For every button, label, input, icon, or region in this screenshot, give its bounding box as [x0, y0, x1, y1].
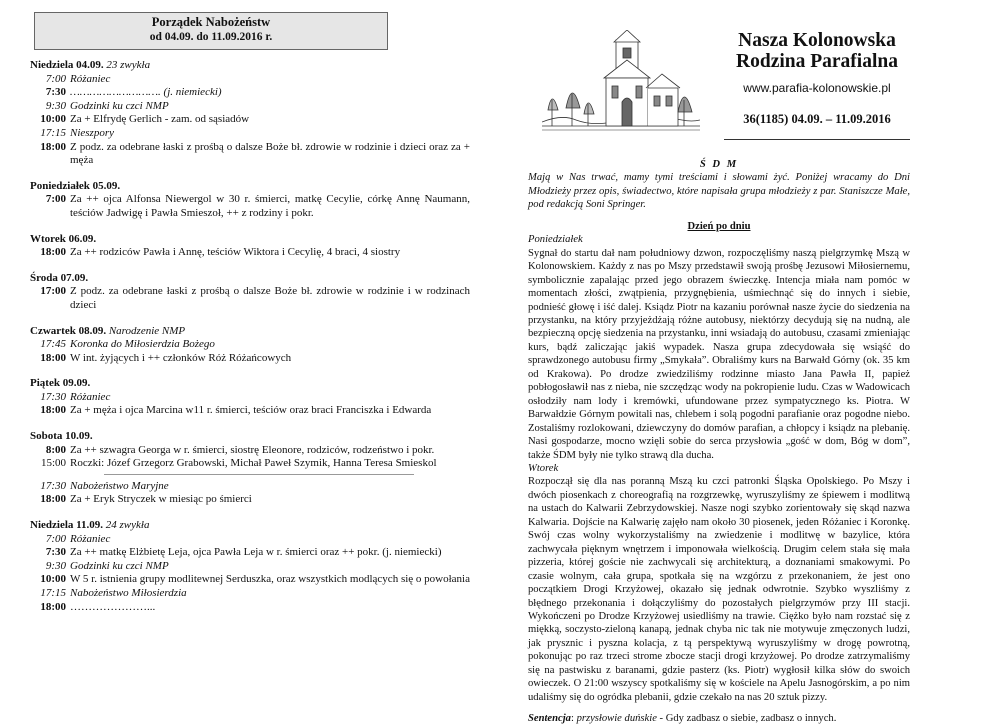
entry-intention: Roczki: Józef Grzegorz Grabowski, Michał Paweł Szymik, Hanna Teresa Smieskol: [70, 457, 437, 470]
schedule-day-heading: [30, 180, 470, 194]
church-illustration: [542, 30, 700, 134]
entry-time: 15:00: [40, 457, 66, 470]
entry-time: 18:00: [40, 600, 66, 613]
schedule-day-heading: [30, 519, 470, 533]
schedule-entry: [30, 141, 470, 168]
day-name: Wtorek 06.09.: [30, 232, 97, 245]
entry-time: 17:45: [40, 338, 66, 351]
parish-website-link[interactable]: www.parafia-kolonowskie.pl: [743, 81, 891, 95]
entry-time: 17:15: [40, 587, 66, 599]
entry-intention: Nabożeństwo Maryjne: [70, 479, 169, 492]
day-label-monday: Poniedziałek: [528, 234, 583, 246]
schedule-entry: [30, 246, 470, 260]
entry-intention: Godzinki ku czci NMP: [70, 559, 169, 572]
entry-intention: Różaniec: [70, 532, 111, 545]
schedule-list: [30, 59, 470, 614]
entry-time: 10:00: [40, 113, 66, 126]
schedule-day: [30, 272, 470, 313]
entry-time: 17:30: [40, 479, 66, 492]
schedule-entry: [30, 587, 470, 601]
day-label-tuesday: Wtorek: [528, 462, 559, 474]
schedule-entry: [30, 457, 470, 471]
schedule-entry: [30, 533, 470, 547]
entry-time: 7:30: [45, 86, 66, 99]
entry-time: 9:30: [45, 559, 66, 572]
schedule-day: [30, 180, 470, 221]
entry-time: 18:00: [40, 493, 66, 506]
sentence-source: przysłowie duńskie: [576, 713, 657, 725]
schedule-entry: [30, 73, 470, 87]
day-name: Sobota 10.09.: [30, 430, 93, 443]
entry-intention: Za + Elfrydę Gerlich - zam. od sąsiadów: [70, 113, 250, 126]
divider: [104, 474, 414, 475]
masthead-title-line2: Rodzina Parafialna: [736, 51, 898, 72]
article-paragraph-monday: Sygnał do startu dał nam południowy dzwon, rozpoczęliśmy naszą pielgrzymkę Mszą w Kolonowskiem. Każdy z nas po Mszy przedstawił swoją prośbę Jezusowi Miłosiernemu, symbolicznie zapalając przed jego obrazem świeczkę. Intencja miała nam pomóc w momentach złości, zwątpienia, przygnębienia, uśmiechnąć się do innych i siebie, podnieść głowę i iść dalej. Ksiądz Piotr na kazaniu porównał nasze życie do siedzenia na przystanku, na który przyjeżdżają różne autobusy, niektórzy decydują się na nudną, ale bezpieczną opcję siedzenia na przystanku, inni wsiadają do autobusu, czasami zmieniając kurs, bądź zaliczając jakiś wypadek. Nasza grupa zdecydowała się wsiąść do sprawdzonego autobusu firmy „Smykała”. Obraliśmy kurs na Barwałd Górny (ok. 35 km od Krakowa). Po drodze zwiedziliśmy rodzinne miasto Jana Pawła II, papież pobłogosławił nas z nieba, nie szczędząc wody na pokropienie ludu. Czas w Wadowicach osłodziły nam lody i kremówki, ufundowane przez sympatycznego ks. Piotra. W Barwałdzie Górnym powitali nas, chlebem i solą pogodni parafianie oraz pogodne niebo. Zostaliśmy rozlokowani, dziewczyny do domów parafian, a chłopcy i ksiądz na plebanię. Nasi gospodarze, mocno wzięli sobie do serca przysłowia „gość w dom, Bóg w dom”, także ŚDM były nie tylko strawą dla ducha.: [528, 247, 910, 461]
day-name: Środa 07.09.: [30, 271, 89, 284]
schedule-day-heading: [30, 272, 470, 286]
schedule-day-heading: [30, 233, 470, 247]
schedule-day-heading: [30, 59, 470, 73]
schedule-entry: [30, 493, 470, 507]
day-note: 24 zwykła: [105, 519, 150, 532]
schedule-entry: [30, 100, 470, 114]
article: [528, 158, 910, 726]
entry-time: 18:00: [40, 404, 66, 417]
entry-intention: Różaniec: [70, 390, 111, 403]
entry-intention: Nieszpory: [70, 126, 114, 139]
masthead-title-line1: Nasza Kolonowska: [738, 30, 896, 51]
schedule-day: [30, 59, 470, 168]
schedule-day-heading: [30, 325, 470, 339]
entry-time: 7:00: [45, 72, 66, 85]
entry-intention: Różaniec: [70, 72, 111, 85]
entry-intention: Za + Eryk Stryczek w miesiąc po śmierci: [70, 493, 252, 506]
schedule-day: [30, 233, 470, 260]
entry-time: 10:00: [40, 573, 66, 586]
schedule-header-box: [34, 12, 388, 50]
day-note: 23 zwykła: [106, 59, 151, 71]
entry-time: 17:00: [40, 285, 66, 298]
entry-intention: Z podz. za odebrane łaski z prośbą o dalsze Boże bł. zdrowie w rodzinie i dzieci oraz za + męża: [70, 140, 470, 167]
article-intro: Mają w Nas trwać, mamy tymi treściami i słowami żyć. Poniżej wracamy do Dni Młodzieży przez opis, świadectwo, które napisała grupa młodzieży z par. Staniszcze Małe, pod redakcją Soni Springer.: [528, 172, 910, 211]
article-heading: Ś D M: [699, 159, 739, 170]
entry-time: 18:00: [40, 140, 66, 153]
entry-time: 7:00: [45, 193, 66, 206]
schedule-day: [30, 325, 470, 366]
schedule-day-heading: [30, 430, 470, 444]
entry-intention: Za ++ ojca Alfonsa Niewergol w 30 r. śmierci, matkę Cecylie, córkę Annę Naumann, teściów Jadwigę i Pawła Smieszoł, ++ z rodziny i pokr.: [70, 193, 470, 219]
day-name: Niedziela 11.09.: [30, 519, 104, 532]
schedule-entry: [30, 193, 470, 220]
entry-intention: ………………………. (j. niemiecki): [70, 86, 222, 99]
entry-time: 18:00: [40, 351, 66, 364]
schedule-entry: [30, 285, 470, 312]
schedule-entry: [30, 601, 470, 615]
entry-intention: …………………...: [70, 600, 156, 613]
issue-number: 36(1185) 04.09. – 11.09.2016: [743, 112, 891, 126]
day-name: Niedziela 04.09.: [30, 59, 104, 71]
schedule-entry: [30, 573, 470, 587]
day-name: Poniedziałek 05.09.: [30, 179, 121, 192]
entry-time: 7:30: [45, 546, 66, 559]
entry-intention: Za + męża i ojca Marcina w11 r. śmierci, teściów oraz braci Franciszka i Edwarda: [70, 404, 432, 417]
entry-time: 17:30: [40, 390, 66, 403]
entry-intention: Za ++ matkę Elżbietę Leja, ojca Pawła Leja w r. śmierci oraz ++ pokr. (j. niemiecki): [70, 546, 442, 559]
entry-intention: Z podz. za odebrane łaski z prośbą o dalsze Boże bł. zdrowie w rodzinie i w rodzinach dzieci: [70, 285, 470, 311]
entry-intention: Koronka do Miłosierdzia Bożego: [70, 338, 215, 351]
entry-intention: Za ++ rodziców Pawła i Annę, teściów Wiktora i Cecylię, 4 braci, 4 siostry: [70, 246, 401, 259]
schedule-day: [30, 377, 470, 418]
entry-intention: Nabożeństwo Miłosierdzia: [70, 587, 187, 599]
masthead-rule: [724, 139, 910, 140]
entry-time: 9:30: [45, 99, 66, 112]
schedule-dates: od 04.09. do 11.09.2016 r.: [149, 31, 273, 43]
schedule-column: [30, 12, 470, 614]
entry-time: 17:15: [40, 126, 66, 139]
schedule-entry: [30, 560, 470, 574]
schedule-entry: [30, 352, 470, 366]
schedule-entry: [30, 113, 470, 127]
schedule-day-heading: [30, 377, 470, 391]
schedule-entry: [30, 127, 470, 141]
entry-intention: Za ++ szwagra Georga w r. śmierci, siostrę Eleonore, rodziców, rodzeństwo i pokr.: [70, 443, 435, 456]
entry-time: 7:00: [45, 532, 66, 545]
schedule-entry: [30, 480, 470, 494]
entry-intention: W int. żyjących i ++ członków Róż Różańcowych: [70, 351, 292, 364]
masthead: [712, 30, 922, 140]
sentence: Sentencja: przysłowie duńskie - Gdy zadbasz o siebie, zadbasz o innych.: [528, 713, 837, 725]
day-note: Narodzenie NMP: [108, 324, 186, 337]
entry-time: 18:00: [40, 246, 66, 259]
schedule-title: Porządek Nabożeństw: [151, 15, 271, 29]
article-subheading: Dzień po dniu: [687, 220, 751, 232]
day-name: Czwartek 08.09.: [30, 324, 107, 337]
sentence-label: Sentencja: [528, 713, 571, 725]
schedule-day: [30, 430, 470, 507]
entry-time: 8:00: [45, 443, 66, 456]
schedule-entry: [30, 338, 470, 352]
entry-intention: Godzinki ku czci NMP: [70, 99, 169, 112]
entry-intention: W 5 r. istnienia grupy modlitewnej Serduszka, oraz wszystkich modlących się o powołania: [70, 573, 470, 586]
day-name: Piątek 09.09.: [30, 377, 91, 390]
schedule-entry: [30, 404, 470, 418]
schedule-entry: [30, 86, 470, 100]
schedule-day: [30, 519, 470, 614]
sentence-text: Gdy zadbasz o siebie, zadbasz o innych.: [665, 713, 837, 725]
schedule-entry: [30, 546, 470, 560]
schedule-entry: [30, 444, 470, 458]
schedule-entry: [30, 391, 470, 405]
article-paragraph-tuesday: Rozpoczął się dla nas poranną Mszą ku czci patronki Śląska Opolskiego. Po Mszy i dwóch piosenkach z choreografią na rozgrzewkę, wyruszyliśmy ze śpiewem i modlitwą na ustach do Kalwarii Zebrzydowskiej. Nasze nogi szybko zorientowały się skąd nazwa Kalwaria. Dojście na Kalwarię zajęło nam około 30 piosenek, jeden Różaniec i Koronkę. Swój czas wolny wykorzystaliśmy na zwiedzenie i modlitwę w bazylice, która zachwycała pięknym wnętrzem i imponowała wielkością. Drugim celem stała się mała pizzeria, której goście nie zachwycali się architekturą, a doznaniami smakowymi. Po czasie wolnym, cała grupa, spotkała się na wzgórzu z przekonaniem, że jest ono początkiem Drogi Krzyżowej, okazało się jednak odwrotnie. Szybko wyszliśmy z błędnego przekonania i dołączyliśmy do pozostałych pielgrzymów przy III stacji. Wykończeni po Drodze Krzyżowej usiedliśmy na trawie. Ciężko było nam rozstać się z miękką, soczysto-zieloną kanapą, jednak chyba nic tak nie motywuje zmęczonych ludzi, jak prysznic i pyszna kolacja, z tą perspektywą wyruszyliśmy w drogę powrotną, pokonując po raz trzeci strome zbocze stacji drogi krzyżowej. Po drodze zatrzymaliśmy się na pastwisku z baranami, gdzie pasterz (ks. Piotr) wygłosił kilka słów do swoich owieczek. O 21:00 wszyscy spotkaliśmy się w kościele na Apelu Jasnogórskim, a po nim udaliśmy się do ogródka plebanii, gdzie czekało na nas 20 sztuk pizzy.: [528, 476, 910, 703]
